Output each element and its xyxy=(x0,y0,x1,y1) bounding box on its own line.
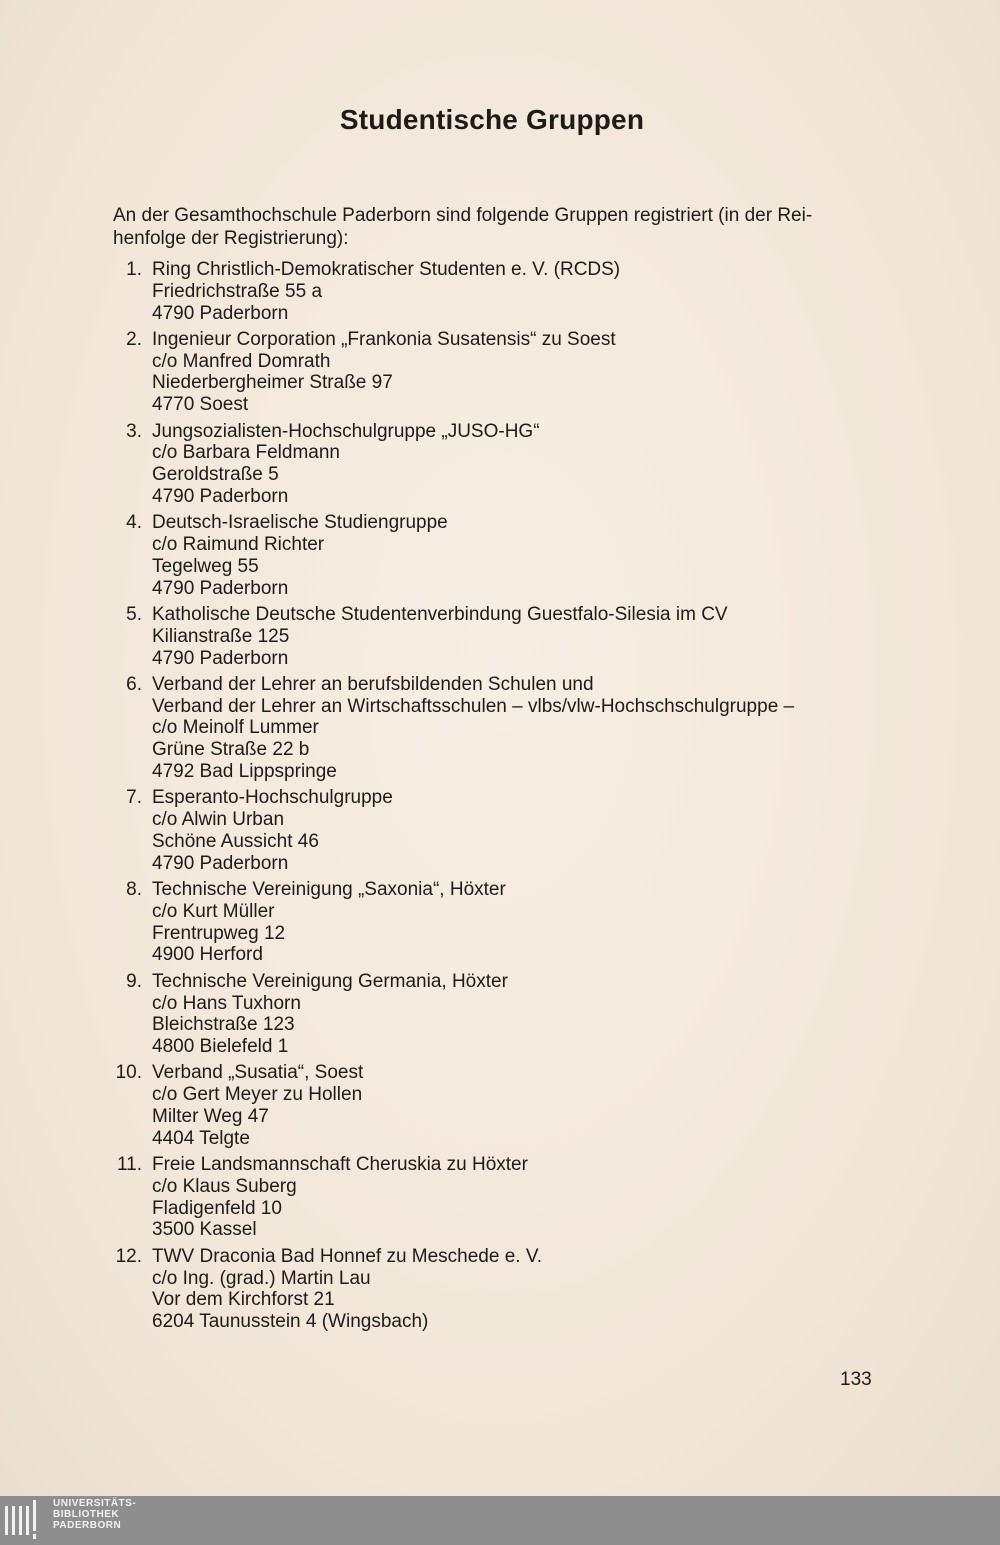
list-item xyxy=(113,329,885,416)
group-name: Freie Landsmannschaft Cheruskia zu Höxter xyxy=(152,1154,528,1176)
address-line: Verband der Lehrer an Wirtschaftsschulen – vlbs/vlw-Hochschschulgruppe – xyxy=(152,695,795,717)
address-line: 4790 Paderborn xyxy=(152,647,289,669)
address-line: c/o Meinolf Lummer xyxy=(152,717,319,739)
address-line: 4792 Bad Lippspringe xyxy=(152,761,337,783)
address-line: Vor dem Kirchforst 21 xyxy=(152,1289,335,1311)
list-item xyxy=(113,259,885,324)
list-item xyxy=(113,1154,885,1241)
address-line: c/o Manfred Domrath xyxy=(152,350,331,372)
address-line: Schöne Aussicht 46 xyxy=(152,830,319,852)
group-name: Ring Christlich-Demokratischer Studenten e. V. (RCDS) xyxy=(152,259,621,280)
address-line: c/o Ing. (grad.) Martin Lau xyxy=(152,1267,371,1289)
address-line: Frentrupweg 12 xyxy=(152,922,286,944)
intro-line: henfolge der Registrierung): xyxy=(113,228,349,249)
intro-line: An der Gesamthochschule Paderborn sind folgende Gruppen registriert (in der Rei- xyxy=(113,205,813,226)
list-item xyxy=(113,971,885,1058)
address-line: c/o Barbara Feldmann xyxy=(152,442,340,464)
group-name: Deutsch-Israelische Studiengruppe xyxy=(152,512,448,534)
list-item-number: 12. xyxy=(115,1245,142,1267)
address-line: 4404 Telgte xyxy=(152,1127,250,1149)
address-line: c/o Raimund Richter xyxy=(152,534,325,556)
page-number: 133 xyxy=(840,1369,872,1390)
list-item-number: 5. xyxy=(126,603,142,625)
list-item xyxy=(113,879,885,966)
address-line: 4790 Paderborn xyxy=(152,485,289,507)
address-line: c/o Kurt Müller xyxy=(152,900,275,922)
library-footer xyxy=(0,1496,1000,1545)
logo-text-line: UNIVERSITÄTS- xyxy=(53,1498,137,1509)
list-item-number: 6. xyxy=(126,673,142,695)
list-item-number: 9. xyxy=(126,970,142,992)
list-item-number: 4. xyxy=(126,512,142,534)
group-name: Jungsozialisten-Hochschulgruppe „JUSO-HG“ xyxy=(152,420,540,442)
list-item xyxy=(113,674,885,783)
logo-text-line: PADERBORN xyxy=(53,1520,122,1531)
intro-paragraph xyxy=(113,204,885,250)
library-logo-text xyxy=(53,1498,136,1531)
group-name: Esperanto-Hochschulgruppe xyxy=(152,787,393,809)
list-item-number: 11. xyxy=(116,1154,142,1176)
address-line: c/o Hans Tuxhorn xyxy=(152,992,301,1014)
address-line: Milter Weg 47 xyxy=(152,1105,269,1127)
address-line: 3500 Kassel xyxy=(152,1219,257,1241)
library-logo-icon xyxy=(4,1500,48,1541)
address-line: 4790 Paderborn xyxy=(152,577,289,599)
list-item-number: 7. xyxy=(126,787,142,809)
address-line: Tegelweg 55 xyxy=(152,555,259,577)
group-name: Verband der Lehrer an berufsbildenden Schulen und xyxy=(152,673,594,695)
address-line: Fladigenfeld 10 xyxy=(152,1197,282,1219)
list-item-number: 1. xyxy=(126,259,142,280)
group-name: Technische Vereinigung „Saxonia“, Höxter xyxy=(152,879,506,901)
list-item xyxy=(113,1062,885,1149)
address-line: Friedrichstraße 55 a xyxy=(152,280,323,302)
address-line: c/o Alwin Urban xyxy=(152,809,285,831)
address-line: Niederbergheimer Straße 97 xyxy=(152,372,393,394)
list-item-number: 2. xyxy=(126,328,142,350)
group-name: Technische Vereinigung Germania, Höxter xyxy=(152,970,508,992)
list-item xyxy=(113,1246,885,1333)
address-line: Kilianstraße 125 xyxy=(152,625,290,647)
address-line: c/o Klaus Suberg xyxy=(152,1175,297,1197)
address-line: 4790 Paderborn xyxy=(152,852,289,874)
group-name: TWV Draconia Bad Honnef zu Meschede e. V. xyxy=(152,1245,543,1267)
list-item xyxy=(113,604,885,669)
address-line: 4800 Bielefeld 1 xyxy=(152,1036,289,1058)
list-item-number: 8. xyxy=(126,879,142,901)
group-list xyxy=(113,259,885,1337)
address-line: 6204 Taunusstein 4 (Wingsbach) xyxy=(152,1311,429,1333)
group-name: Ingenieur Corporation „Frankonia Susatensis“ zu Soest xyxy=(152,328,616,350)
list-item xyxy=(113,421,885,508)
address-line: Geroldstraße 5 xyxy=(152,464,279,486)
group-name: Verband „Susatia“, Soest xyxy=(152,1062,364,1084)
address-line: c/o Gert Meyer zu Hollen xyxy=(152,1084,363,1106)
logo-text-line: BIBLIOTHEK xyxy=(53,1509,120,1520)
address-line: Bleichstraße 123 xyxy=(152,1014,295,1036)
list-item-number: 3. xyxy=(126,420,142,442)
page-title: Studentische Gruppen xyxy=(339,104,645,135)
address-line: 4790 Paderborn xyxy=(152,302,289,324)
address-line: 4900 Herford xyxy=(152,944,263,966)
list-item-number: 10. xyxy=(115,1062,142,1084)
address-line: 4770 Soest xyxy=(152,394,249,416)
address-line: Grüne Straße 22 b xyxy=(152,739,310,761)
list-item xyxy=(113,512,885,599)
list-item xyxy=(113,787,885,874)
group-name: Katholische Deutsche Studentenverbindung Guestfalo-Silesia im CV xyxy=(152,603,728,625)
